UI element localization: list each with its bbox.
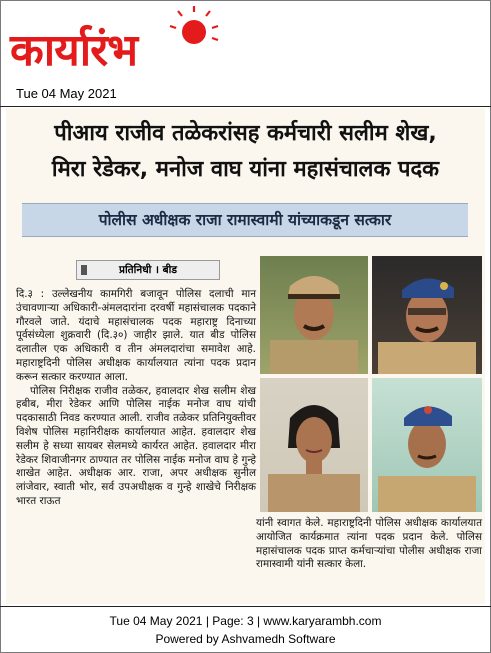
- byline-marker-icon: [81, 265, 87, 275]
- photo-officer-rajiv-talekar: [260, 256, 368, 374]
- photo-salim-shaikh: [372, 256, 482, 374]
- edition-date: Tue 04 May 2021: [16, 86, 117, 101]
- footer-credit: Powered by Ashvamedh Software: [155, 632, 336, 646]
- paragraph-2: पोलिस निरीक्षक राजीव तळेकर, हवालदार शेख सलीम शेख हबीब, मीरा रेडेकर आणि पोलिस नाईक मनोज वाघ यांची पदकासाठी निवड करण्यात आली. राजीव तळेकर प्रतिनियुक्तीवर विशेष पोलिस महानिरीक्षक कार्यालयात आहेत. हवालदार शेख सलीम हे सध्या सायबर सेलमध्ये कार्यरत आहेत. हवालदार मीरा रेडेकर शिवाजीनगर ठाण्यात तर पोलिस नाईक मनोज वाघ हे गुन्हे शाखेत आहेत. अधीक्षक आर. राजा, अपर अधीक्षक सुनील लांजेवार, स्वाती भोर, सर्व उपअधीक्षक व गुन्हे शाखेचे निरीक्षक भारत राऊत: [16, 384, 256, 507]
- headline-line-1: पीआय राजीव तळेकरांसह कर्मचारी सलीम शेख,: [54, 121, 437, 146]
- article-headline: [6, 116, 485, 188]
- byline-text: प्रतिनिधी । बीड: [118, 264, 178, 276]
- photo-manoj-wagh: [372, 378, 482, 512]
- article-body: [16, 288, 256, 509]
- byline: [76, 260, 220, 280]
- masthead-divider: [0, 106, 491, 107]
- logo-wordmark: कार्यारंभ: [10, 25, 138, 76]
- subhead-banner: [22, 203, 468, 237]
- footer-divider: [0, 606, 491, 607]
- masthead: [0, 0, 491, 108]
- headline-line-2: मिरा रेडेकर, मनोज वाघ यांना महासंचालक पदक: [51, 157, 440, 182]
- article-subhead: पोलीस अधीक्षक राजा रामास्वामी यांच्याकडून सत्कार: [98, 211, 392, 229]
- footer-info: Tue 04 May 2021 | Page: 3 | www.karyarambh.com: [109, 614, 382, 628]
- photo-mira-redekar: [260, 378, 368, 512]
- news-clipping: [6, 108, 485, 604]
- paragraph-1: दि.३ : उल्लेखनीय कामगिरी बजावून पोलिस दलाची मान उंचावणाऱ्या अधिकारी-अंमलदारांना दरवर्षी महासंचालक पदकाने गौरवले जाते. यंदाचे महासंचालक पदक महाराष्ट्र दिनाच्या पूर्वसंध्येला शुक्रवारी (दि.३०) जाहीर झाले. यात बीड पोलिस दलातील एक अधिकारी व तीन अंमलदारांचा समावेश आहे. महाराष्ट्रदिनी पोलिस अधीक्षक कार्यालयात त्यांना पदक प्रदान करून सत्कार करण्यात आला.: [16, 288, 256, 383]
- article-continuation: यांनी स्वागत केले. महाराष्ट्रदिनी पोलिस अधीक्षक कार्यालयात आयोजित कार्यक्रमात त्यांना पदक प्रदान केले. पोलिस महासंचालक पदक प्राप्त कर्मचाऱ्यांचा पोलीस अधीक्षक राजा रामास्वामी यांनी सत्कार केला.: [256, 517, 482, 571]
